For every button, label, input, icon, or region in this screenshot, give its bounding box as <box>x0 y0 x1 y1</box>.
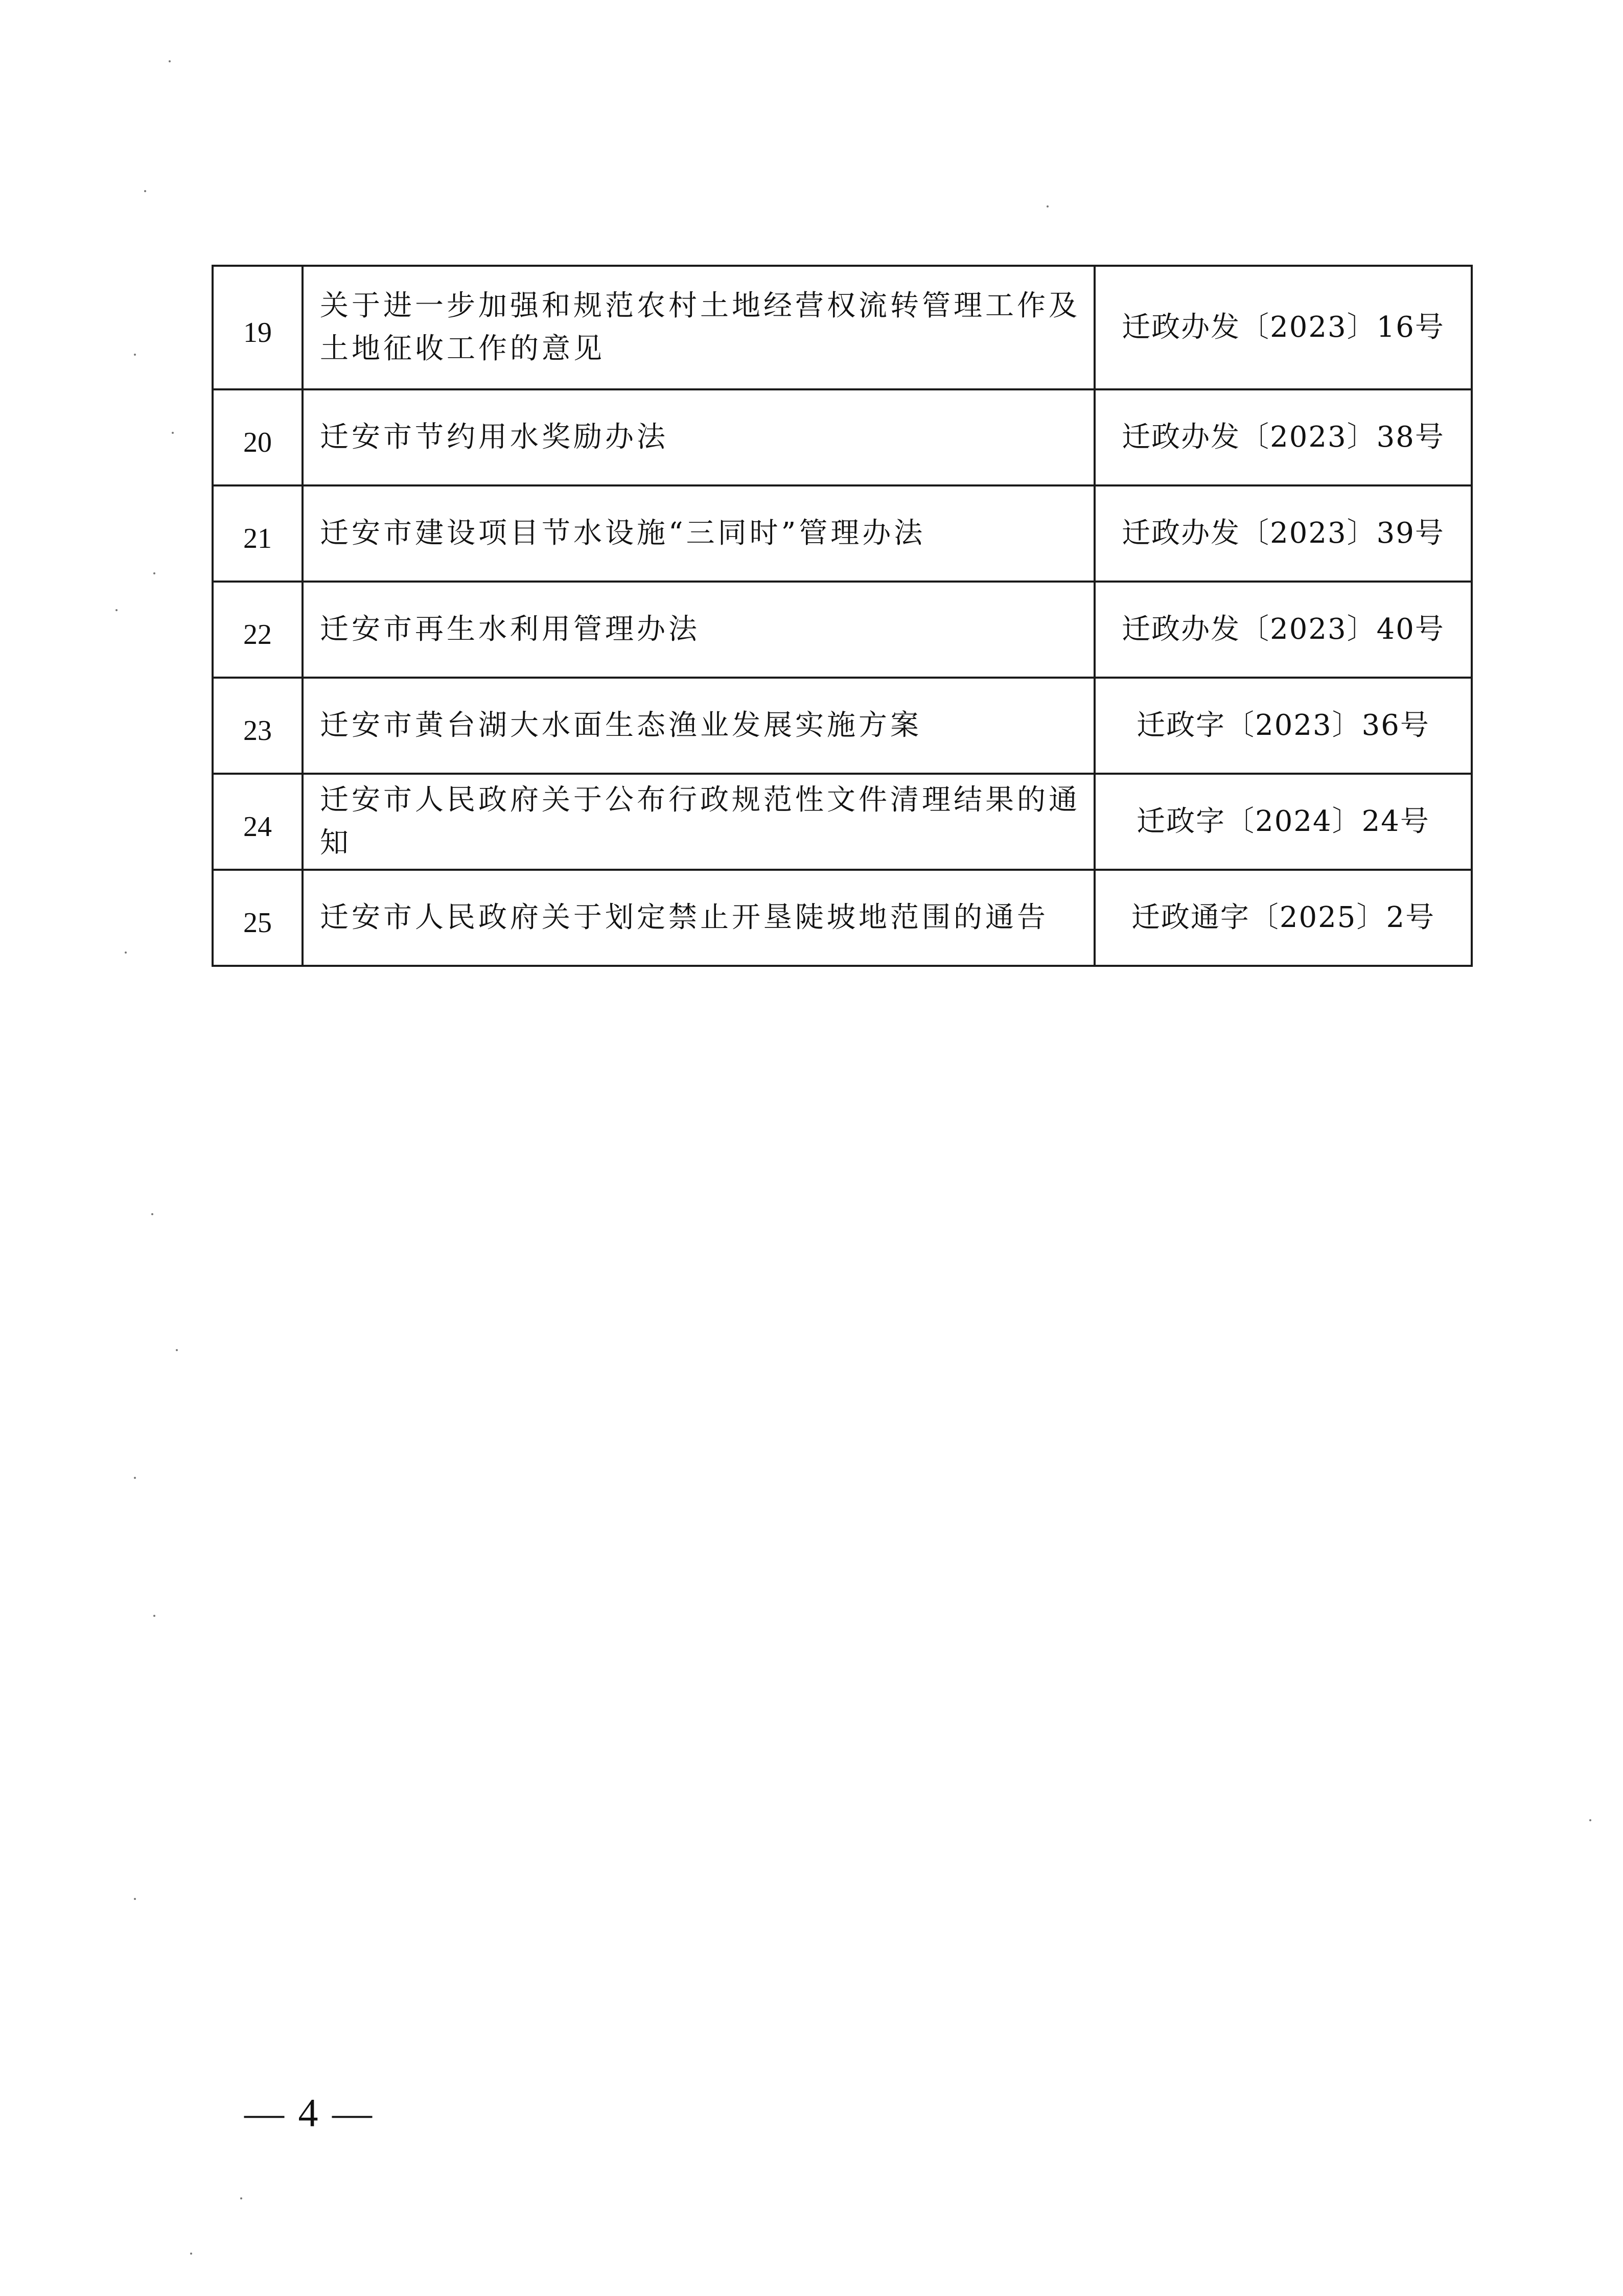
document-number: 迁政办发〔2023〕16号 <box>1095 266 1472 389</box>
row-number: 21 <box>213 485 303 582</box>
document-number: 迁政通字〔2025〕2号 <box>1095 870 1472 966</box>
document-title: 迁安市建设项目节水设施“三同时”管理办法 <box>303 485 1095 582</box>
row-number: 20 <box>213 389 303 485</box>
document-number: 迁政字〔2023〕36号 <box>1095 678 1472 774</box>
row-number: 23 <box>213 678 303 774</box>
document-title: 迁安市人民政府关于划定禁止开垦陡坡地范围的通告 <box>303 870 1095 966</box>
document-title: 迁安市节约用水奖励办法 <box>303 389 1095 485</box>
table-row <box>213 485 1472 582</box>
page-number: — 4 — <box>244 2091 374 2135</box>
row-number: 25 <box>213 870 303 966</box>
table-row <box>213 774 1472 870</box>
document-number: 迁政字〔2024〕24号 <box>1095 774 1472 870</box>
table-row <box>213 678 1472 774</box>
document-number: 迁政办发〔2023〕38号 <box>1095 389 1472 485</box>
table-row <box>213 266 1472 389</box>
document-title: 迁安市黄台湖大水面生态渔业发展实施方案 <box>303 678 1095 774</box>
row-number: 19 <box>213 266 303 389</box>
document-number: 迁政办发〔2023〕39号 <box>1095 485 1472 582</box>
row-number: 22 <box>213 582 303 678</box>
row-number: 24 <box>213 774 303 870</box>
document-title: 迁安市人民政府关于公布行政规范性文件清理结果的通知 <box>303 774 1095 870</box>
document-table <box>212 265 1473 967</box>
table-row <box>213 582 1472 678</box>
document-title: 迁安市再生水利用管理办法 <box>303 582 1095 678</box>
table-row <box>213 389 1472 485</box>
document-title: 关于进一步加强和规范农村土地经营权流转管理工作及土地征收工作的意见 <box>303 266 1095 389</box>
table-row <box>213 870 1472 966</box>
document-number: 迁政办发〔2023〕40号 <box>1095 582 1472 678</box>
